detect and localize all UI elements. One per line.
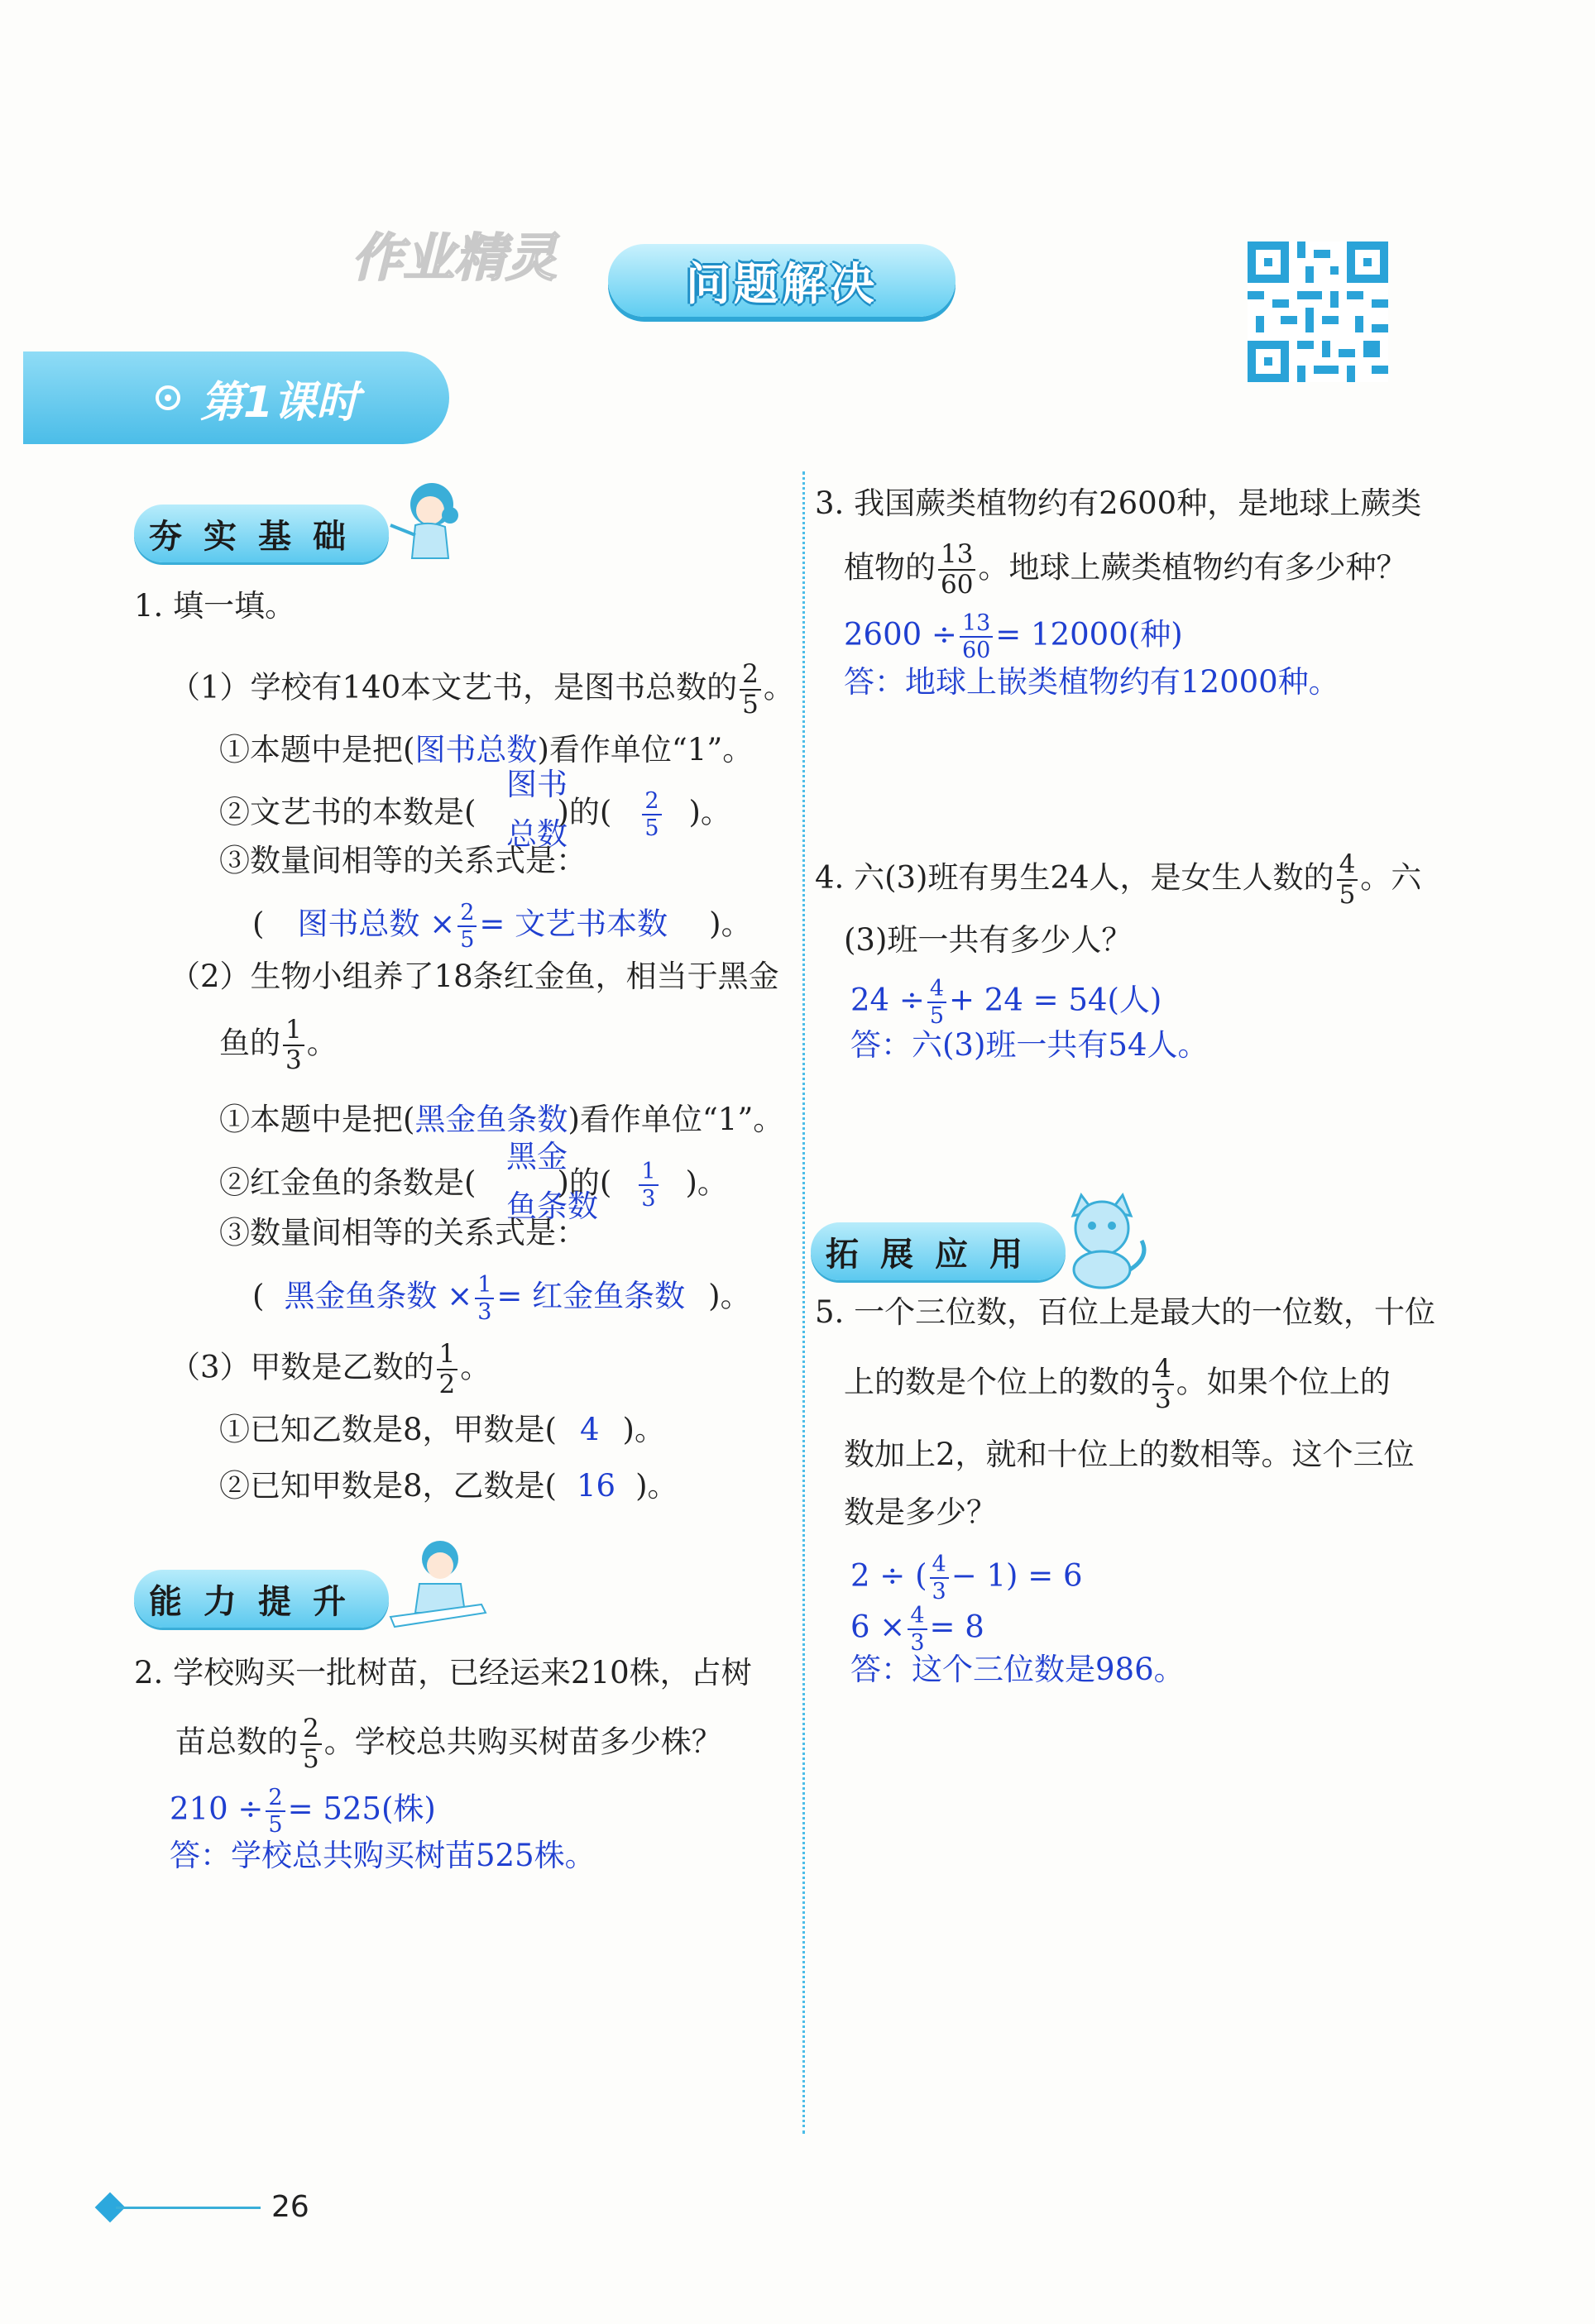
q5-calc1: 2 ÷ ( $\frac{4}{3}$ − 1) = 6 (850, 1552, 1083, 1604)
q4-stem-c: (3)班一共有多少人？ (844, 922, 1133, 958)
q1-p1-s3: ③数量间相等的关系式是： (219, 843, 587, 878)
q1-p1-s2: ②文艺书的本数是( )的( $\frac{2}{5}$ )。 (219, 788, 731, 841)
q5-calc2: 6 × $\frac{4}{3}$ = 8 (850, 1603, 984, 1656)
q1-p2-stem: （2）生物小组养了18条红金鱼，相当于黑金 (170, 959, 779, 994)
q3-calc: 2600 ÷ $\frac{13}{60}$ = 12000(种) (844, 610, 1183, 663)
q5-stem-d: 数加上2，就和十位上的数相等。这个三位 (844, 1437, 1415, 1472)
section-extend: 拓 展 应 用 (811, 1222, 1066, 1280)
lesson-tab (23, 351, 449, 444)
section-ability: 能 力 提 升 (134, 1570, 389, 1628)
unit-title: 问题解决 (608, 244, 956, 317)
q1-p2-s3: ③数量间相等的关系式是： (219, 1215, 587, 1250)
q5-answer: 答：这个三位数是986。 (850, 1652, 1185, 1687)
q1-p3-s1: ①已知乙数是8，甲数是( 4 )。 (219, 1412, 665, 1447)
q5-stem-b: 上的数是个位上的数的 $\frac{4}{3}$ 。如果个位上的 (844, 1354, 1391, 1414)
watermark: 作业精灵 (352, 227, 558, 288)
q5-stem: 5. 一个三位数，百位上是最大的一位数，十位 (815, 1294, 1436, 1330)
answer-fraction: $\frac{2}{5}$ (642, 790, 661, 839)
q1-p3-stem: （3）甲数是乙数的 $\frac{1}{2}$ 。 (170, 1339, 491, 1399)
q4-stem: 4. 六(3)班有男生24人，是女生人数的 $\frac{4}{5}$ 。六 (815, 849, 1422, 910)
q3-stem: 3. 我国蕨类植物约有2600种，是地球上蕨类 (815, 485, 1422, 521)
q1-p1-eq: ( 图书总数 × $\frac{2}{5}$ = 文艺书本数 )。 (252, 900, 752, 953)
boy-mascot-icon (382, 1534, 490, 1637)
column-divider (802, 471, 805, 2134)
answer: 总数 (506, 816, 568, 852)
q2-stem: 2. 学校购买一批树苗，已经运来210株，占树 (134, 1655, 752, 1690)
fraction: $\frac{2}{5}$ (740, 662, 761, 718)
answer: 图书 (506, 767, 568, 802)
girl-mascot-icon (382, 476, 465, 570)
q1-p2-eq: ( 黑金鱼条数 × $\frac{1}{3}$ = 红金鱼条数 )。 (252, 1272, 751, 1325)
q2-stem-b: 苗总数的 $\frac{2}{5}$ 。学校总共购买树苗多少株？ (175, 1714, 722, 1774)
q1-title: 1. 填一填。 (134, 588, 296, 624)
q5-stem-e: 数是多少？ (844, 1494, 997, 1530)
section-basic: 夯 实 基 础 (134, 504, 389, 562)
q1-p1-s1: ①本题中是把(图书总数)看作单位“1”。 (219, 732, 754, 767)
q4-answer: 答：六(3)班一共有54人。 (850, 1027, 1209, 1063)
q1-p1-stem: （1）学校有140本文艺书，是图书总数的 $\frac{2}{5}$ 。 (170, 659, 794, 720)
page-number: 26 (271, 2190, 309, 2224)
footer-line (116, 2207, 261, 2209)
q3-answer: 答：地球上嵌类植物约有12000种。 (844, 664, 1339, 700)
q2-answer: 答：学校总共购买树苗525株。 (170, 1838, 596, 1873)
q1-p2-stem-b: 鱼的 $\frac{1}{3}$ 。 (219, 1015, 338, 1075)
answer: 黑金 (506, 1139, 568, 1174)
answer: 鱼条数 (506, 1188, 598, 1224)
q1-p2-s2: ②红金鱼的条数是( )的( $\frac{1}{3}$ )。 (219, 1159, 728, 1212)
q1-p3-s2: ②已知甲数是8，乙数是( 16 )。 (219, 1468, 678, 1504)
q3-stem-b: 植物的 $\frac{13}{60}$ 。地球上蕨类植物约有多少种？ (844, 539, 1407, 600)
answer: 图书总数 (414, 732, 538, 767)
q1-p2-s1: ①本题中是把(黑金鱼条数)看作单位“1”。 (219, 1102, 784, 1137)
q4-calc: 24 ÷ $\frac{4}{5}$ + 24 = 54(人) (850, 976, 1162, 1029)
target-icon (156, 385, 180, 410)
qr-code-icon (1248, 241, 1388, 382)
lesson-title: 第1课时 (200, 377, 360, 428)
q2-calc: 210 ÷ $\frac{2}{5}$ = 525(株) (170, 1785, 436, 1838)
cat-mascot-icon (1052, 1191, 1152, 1294)
